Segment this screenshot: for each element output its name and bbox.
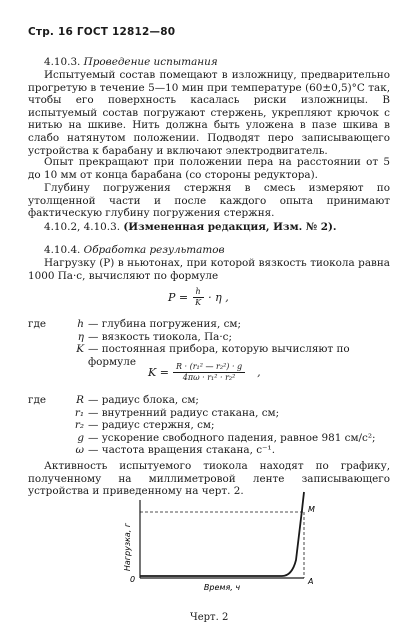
definition-sym: g: [77, 431, 84, 444]
paragraph: Испытуемый состав помещают в изложницу, предварительно прогретую в течение 5—10 мин при температуре (60±0,5)°С так, чтобы его поверхность касалась риски изложницы. В испытуемый состав погружают стержень, укрепляют крючок с нитью на шкиве. Нить должна быть уложена в пазе шкива в слабо натянутом положении. Подводят перо записывающего устройства к барабану и включают электродвигатель.: [28, 69, 390, 157]
paragraph: Глубину погружения стержня в смесь измеряют по утолщенной части и после каждого опыта принимают фактическую глубину погружения стержня.: [28, 182, 390, 220]
x-axis-label: Время, ч: [203, 583, 241, 592]
paragraph: Активность испытуемого тиокола находят по графику, полученному на миллиметровой ленте записывающего устройства и приведенному на черт. 2.: [28, 460, 390, 498]
formula-load: [168, 287, 229, 308]
definition-lead: где: [28, 318, 46, 330]
definition-lead: [28, 444, 62, 457]
definition-row: [28, 407, 398, 420]
fraction-denominator: K: [195, 298, 202, 307]
fraction-numerator: h: [193, 287, 204, 298]
formula-rhs: · η ,: [208, 291, 229, 304]
formula-fraction: [192, 287, 204, 308]
point-m-label: M: [308, 505, 315, 514]
definition-row: [28, 444, 398, 457]
definition-txt: — глубина погружения, см;: [88, 318, 241, 330]
point-a-label: A: [308, 577, 314, 586]
page-header: Стр. 16 ГОСТ 12812—80: [28, 26, 176, 38]
origin-label: 0: [130, 575, 136, 584]
definitions-list: [28, 394, 398, 457]
formula-tail: ,: [257, 366, 261, 379]
definition-sym: h: [77, 318, 84, 330]
section-title: Проведение испытания: [83, 56, 218, 68]
y-axis-label: Нагрузка, г: [123, 522, 132, 572]
definition-row: [28, 394, 398, 407]
definition-txt: — вязкость тиокола, Па·с;: [88, 330, 233, 343]
definition-sym: K: [76, 343, 84, 356]
fraction-numerator: R · (r₁² — r₂²) · g: [173, 362, 245, 373]
definition-txt: — ускорение свободного падения, равное 981 см/с²;: [88, 431, 376, 444]
load-curve: [140, 492, 304, 576]
section-heading-4-10-4: [28, 244, 390, 257]
formula-constant: [148, 362, 261, 383]
definition-lead: где: [28, 394, 46, 406]
definition-row: [28, 318, 398, 331]
section-title: Обработка результатов: [83, 244, 225, 256]
definition-txt: — радиус стержня, см;: [88, 419, 215, 432]
definition-row: [28, 331, 398, 344]
figure-caption: Черт. 2: [190, 612, 229, 623]
definition-sym: ω: [75, 444, 84, 457]
definition-txt: — внутренний радиус стакана, см;: [88, 406, 280, 419]
fraction-denominator: 4πω · r₁² · r₂²: [182, 373, 236, 382]
definition-sym: r₁: [74, 406, 84, 419]
definition-txt: — радиус блока, см;: [88, 394, 199, 406]
amendment-sections: 4.10.2, 4.10.3.: [44, 221, 121, 233]
formula-lhs: K =: [148, 366, 169, 379]
definition-lead: [28, 343, 62, 368]
paragraph: Опыт прекращают при положении пера на расстоянии от 5 до 10 мм от конца барабана (со стороны редуктора).: [28, 156, 390, 181]
definition-txt: — частота вращения стакана, с⁻¹.: [88, 444, 275, 457]
formula-lhs: P =: [168, 291, 189, 304]
load-time-chart: [110, 490, 340, 600]
definition-lead: [28, 419, 62, 432]
section-number: 4.10.4.: [44, 244, 81, 256]
definition-sym: η: [77, 330, 84, 343]
definition-lead: [28, 432, 62, 445]
paragraph: Нагрузку (P) в ньютонах, при которой вязкость тиокола равна 1000 Па·с, вычисляют по формуле: [28, 257, 390, 282]
definition-sym: r₂: [74, 419, 84, 432]
amendment-label: (Измененная редакция, Изм. № 2).: [123, 221, 337, 233]
amendment-note: [28, 221, 390, 234]
definitions-list: [28, 318, 398, 368]
formula-fraction: [173, 362, 245, 383]
section-heading-4-10-3: [28, 56, 390, 69]
definition-row: [28, 432, 398, 445]
definition-lead: [28, 331, 62, 344]
definition-row: [28, 419, 398, 432]
definition-sym: R: [76, 394, 84, 406]
definition-txt: — постоянная прибора, которую вычисляют по формуле: [88, 343, 350, 368]
definition-lead: [28, 407, 62, 420]
section-number: 4.10.3.: [44, 56, 81, 68]
